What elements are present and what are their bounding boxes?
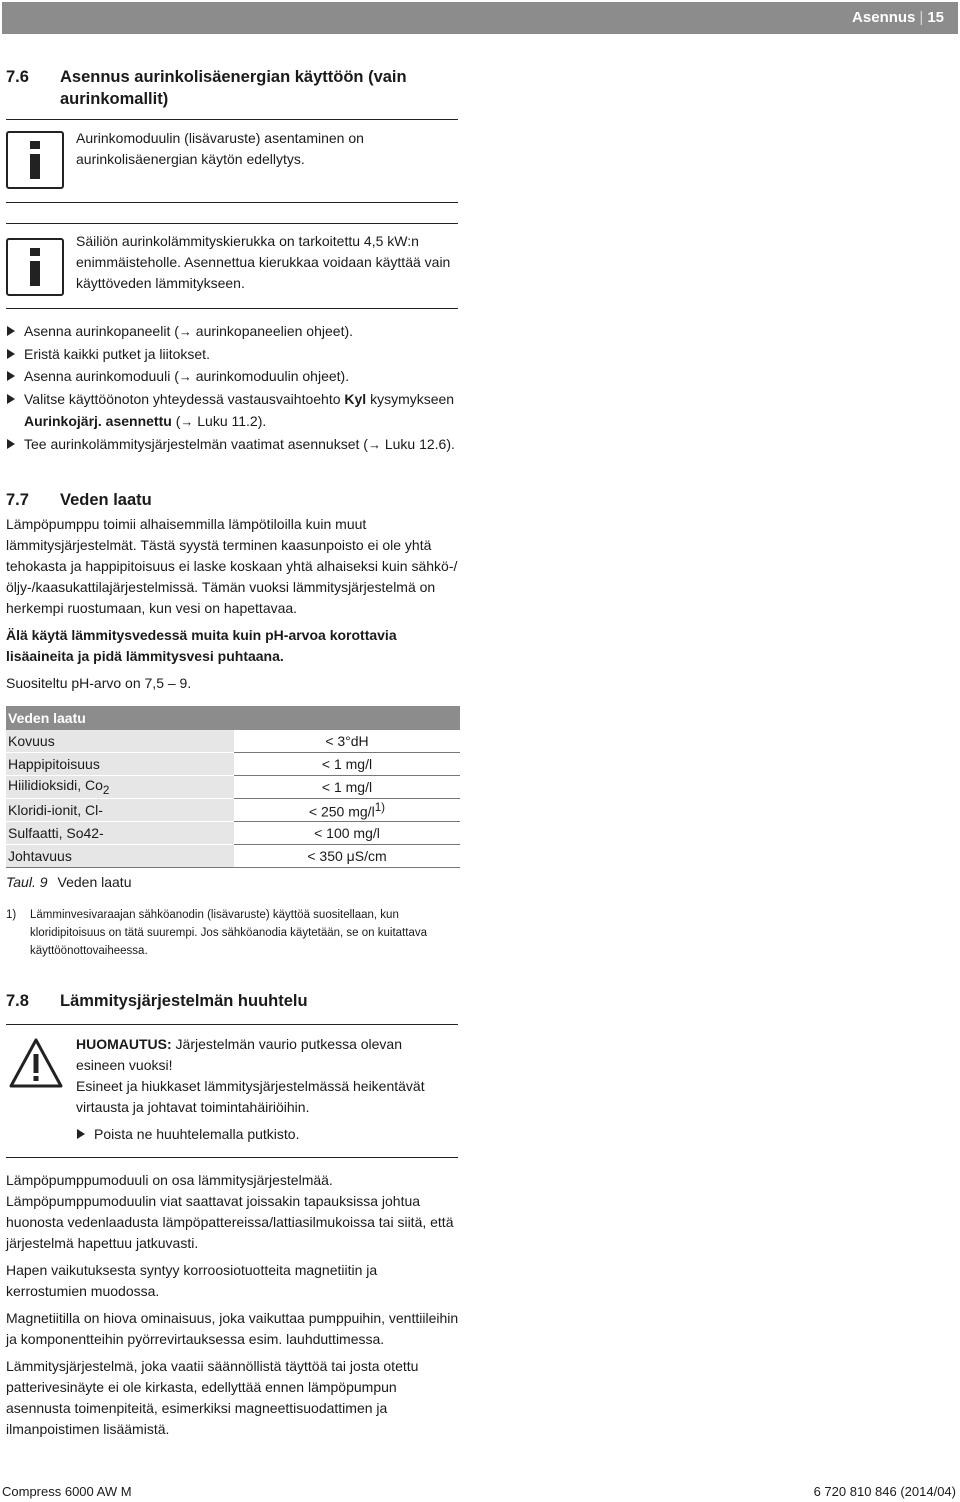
arrow-right-icon: → xyxy=(367,437,381,452)
list-item: Valitse käyttöönoton yhteydessä vastausvaihtoehto Kyl kysymykseen Aurinkojärj. asennettu (→ Luku 11.2). xyxy=(6,388,460,433)
section-number: 7.8 xyxy=(6,992,29,1010)
header-section: Asennus xyxy=(852,9,916,26)
table-row: Kloridi-ionit, Cl- < 250 $mg/l^{1)}$ xyxy=(6,799,460,822)
list-item: Tee aurinkolämmitysjärjestelmän vaatimat asennukset (→ Luku 12.6). xyxy=(6,433,460,456)
arrow-right-icon: → xyxy=(180,414,194,429)
warning-icon xyxy=(8,1037,64,1094)
section-7-6-heading xyxy=(6,66,460,110)
header-text: Asennus | 15 xyxy=(852,9,944,26)
section-7-7-heading xyxy=(6,489,460,511)
table-caption: Taul. 9 Veden laatu xyxy=(6,874,132,890)
footer-doc-number: 6 720 810 846 (2014/04) xyxy=(813,1484,956,1499)
warning-text: HUOMAUTUS: Järjestelmän vaurio putkessa olevan esineen vuoksi! Esineet ja hiukkaset lämmitysjärjestelmässä heikentävät virtausta ja johtavat toimintahäiriöihin. Poista ne huuhtelemalla putkisto. xyxy=(76,1034,452,1145)
section-title: Lämmitysjärjestelmän huuhtelu xyxy=(60,992,308,1010)
instruction-list xyxy=(6,320,460,456)
paragraph: Hapen vaikutuksesta syntyy korroosiotuotteita magnetiitin ja kerrostumien muodossa. xyxy=(6,1262,378,1299)
info-icon xyxy=(6,131,64,189)
list-item: Eristä kaikki putket ja liitokset. xyxy=(6,343,460,365)
arrow-right-icon: → xyxy=(178,324,192,339)
section-number: 7.7 xyxy=(6,491,29,509)
footnote: 1) Lämminvesivaraajan sähköanodin (lisävaruste) käyttöä suositellaan, kun kloridipitoisuus on tätä suurempi. Jos sähköanodia käytetään, se on kuitattava käyttöönottovaiheessa. xyxy=(6,909,427,957)
footer-product: Compress 6000 AW M xyxy=(2,1484,132,1499)
table-row: Kovuus < 3°dH xyxy=(6,730,460,753)
list-item: Poista ne huuhtelemalla putkisto. xyxy=(76,1123,452,1145)
paragraph: Suositeltu pH-arvo on 7,5 – 9. xyxy=(6,675,192,691)
paragraph: Lämpöpumppu toimii alhaisemmilla lämpötiloilla kuin muut lämmitysjärjestelmät. Tästä syystä terminen kaasunpoisto ei ole yhtä tehokasta ja happipitoisuus ei laske koskaan yhtä alhaiseksi kuin sähkö-/öljy-/kaasukattilajärjestelmissä. Tämän vuoksi lämmitysjärjestelmä on herkempi ruostumaan, kun vesi on hapettavaa. xyxy=(6,516,458,616)
info-icon xyxy=(6,238,64,296)
info-notice-text: Säiliön aurinkolämmityskierukka on tarkoitettu 4,5 kW:n enimmäisteholle. Asennettua kierukkaa voidaan käyttää vain käyttöveden lämmitykseen. xyxy=(76,233,451,291)
info-notice-2 xyxy=(6,223,458,309)
section-7-8-heading xyxy=(6,990,460,1012)
table-row: Sulfaatti, So42- < 100 mg/l xyxy=(6,822,460,845)
paragraph: Magnetiitilla on hiova ominaisuus, joka vaikuttaa pumppuihin, venttiileihin ja komponentteihin pyörrevirtauksessa esim. lauhduttimessa. xyxy=(6,1310,459,1347)
warning-notice xyxy=(6,1024,458,1158)
section-7-7-body xyxy=(6,514,460,694)
page-number: 15 xyxy=(927,9,944,26)
paragraph: Lämpöpumppumoduuli on osa lämmitysjärjestelmää. Lämpöpumppumoduulin viat saattavat joissakin tapauksissa johtua huonosta vedenlaadusta lämpöpattereissa/lattiasilmukoissa tai siitä, että järjestelmä hapettuu jatkuvasti. xyxy=(6,1172,454,1251)
page-footer xyxy=(2,1484,956,1499)
paragraph: Lämmitysjärjestelmä, joka vaatii säännöllistä täyttöä tai josta otettu patterivesinäyte ei ole kirkasta, edellyttää ennen lämpöpumpun asennusta toimenpiteitä, esimerkiksi magneettisuodattimen ja ilmanpoistimen lisäämistä. xyxy=(6,1358,419,1437)
page-header xyxy=(2,2,958,34)
water-quality-table-block xyxy=(6,706,460,960)
info-notice-text: Aurinkomoduulin (lisävaruste) asentaminen on aurinkolisäenergian käytön edellytys. xyxy=(76,130,364,167)
table-row: Hiilidioksidi, $Co_2$ < 1 mg/l xyxy=(6,776,460,799)
table-header: Veden laatu xyxy=(6,706,460,730)
paragraph-bold: Älä käytä lämmitysvedessä muita kuin pH-arvoa korottavia lisäaineita ja pidä lämmitysvesi puhtaana. xyxy=(6,627,397,664)
arrow-right-icon: → xyxy=(178,369,192,384)
section-title: Veden laatu xyxy=(60,491,152,509)
table-row: Johtavuus < 350 μS/cm xyxy=(6,845,460,868)
section-number: 7.6 xyxy=(6,68,29,86)
table-row: Happipitoisuus < 1 mg/l xyxy=(6,753,460,776)
list-item: Asenna aurinkomoduuli (→ aurinkomoduulin ohjeet). xyxy=(6,365,460,388)
water-quality-table xyxy=(6,706,460,868)
info-notice-1 xyxy=(6,119,458,203)
section-title: Asennus aurinkolisäenergian käyttöön (vain aurinkomallit) xyxy=(60,68,407,108)
list-item: Asenna aurinkopaneelit (→ aurinkopaneelien ohjeet). xyxy=(6,320,460,343)
section-7-8-body xyxy=(6,1170,460,1440)
